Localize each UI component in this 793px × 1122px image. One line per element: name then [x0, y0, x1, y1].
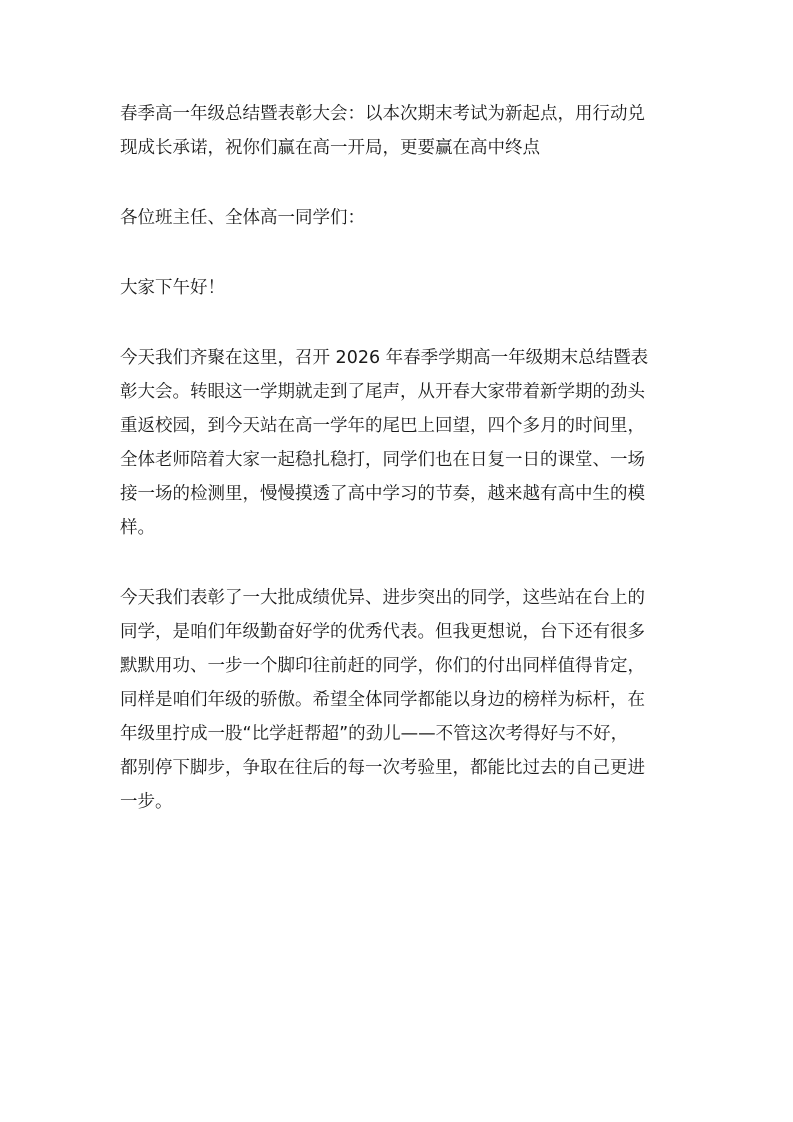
- document-title: 春季高一年级总结暨表彰大会：以本次期末考试为新起点，用行动兑 现成长承诺，祝你们赢在高一开局，更要赢在高中终点: [120, 104, 645, 158]
- paragraph-1: 今天我们齐聚在这里，召开 2026 年春季学期高一年级期末总结暨表 彰大会。转眼这一学期就走到了尾声，从开春大家带着新学期的劲头 重返校园，到今天站在高一学年的尾巴上回望，四个多月的时间里， 全体老师陪着大家一起稳扎稳打，同学们也在日复一日的课堂、一场 接一场的检测里，慢慢摸透了高中学习的节奏，越来越有高中生的模 样。: [120, 348, 649, 538]
- document-body: [120, 97, 680, 855]
- salutation: 各位班主任、全体高一同学们：: [120, 208, 365, 228]
- paragraph-2: 今天我们表彰了一大批成绩优异、进步突出的同学，这些站在台上的 同学，是咱们年级勤奋好学的优秀代表。但我更想说，台下还有很多 默默用功、一步一个脚印往前赶的同学，你们的付出同样值得肯定， 同样是咱们年级的骄傲。希望全体同学都能以身边的榜样为标杆，在 年级里拧成一股“比学赶帮超”的劲儿——不管这次考得好与不好， 都别停下脚步，争取在往后的每一次考验里，都能比过去的自己更进 一步。: [120, 588, 645, 812]
- greeting: 大家下午好！: [120, 278, 225, 298]
